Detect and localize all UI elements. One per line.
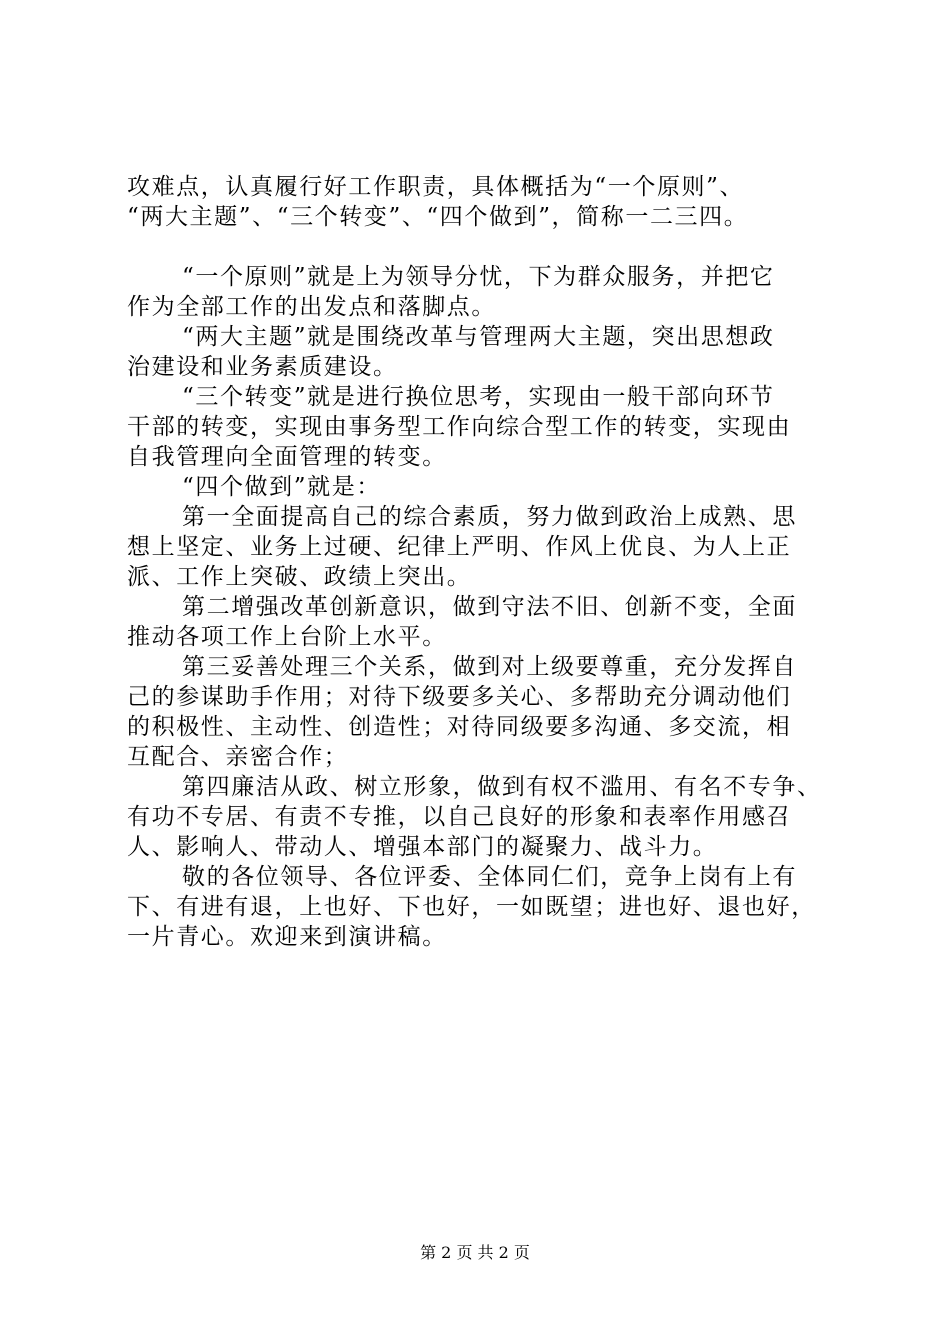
text-line: 一片青心。欢迎来到演讲稿。	[127, 924, 447, 950]
text-line: 互配合、亲密合作；	[127, 744, 349, 770]
text-line: 攻难点，认真履行好工作职责，具体概括为“一个原则”、	[127, 174, 745, 200]
text-line: 作为全部工作的出发点和落脚点。	[127, 294, 496, 320]
text-line: “一个原则”就是上为领导分忧，下为群众服务，并把它	[182, 264, 775, 290]
text-line: 派、工作上突破、政绩上突出。	[127, 564, 472, 590]
text-line: “三个转变”就是进行换位思考，实现由一般干部向环节	[182, 384, 775, 410]
text-line: 敬的各位领导、各位评委、全体同仁们，竞争上岗有上有	[182, 864, 797, 890]
page-number-label: 第 2 页 共 2 页	[420, 1243, 530, 1262]
text-line: 己的参谋助手作用；对待下级要多关心、多帮助充分调动他们	[127, 684, 792, 710]
text-line: “两大主题”、“三个转变”、“四个做到”，简称一二三四。	[127, 204, 749, 230]
text-line: 干部的转变，实现由事务型工作向综合型工作的转变，实现由	[127, 414, 792, 440]
text-line: 人、影响人、带动人、增强本部门的凝聚力、战斗力。	[127, 834, 718, 860]
text-line: 想上坚定、业务上过硬、纪律上严明、作风上优良、为人上正	[127, 534, 792, 560]
text-line: 第三妥善处理三个关系，做到对上级要尊重，充分发挥自	[182, 654, 797, 680]
text-line: “两大主题”就是围绕改革与管理两大主题，突出思想政	[182, 324, 775, 350]
text-line: 下、有进有退，上也好、下也好，一如既望；进也好、退也好，	[127, 894, 816, 920]
document-body	[127, 172, 847, 952]
text-line: 第一全面提高自己的综合素质，努力做到政治上成熟、思	[182, 504, 797, 530]
page-footer	[0, 1243, 950, 1263]
text-line: 治建设和业务素质建设。	[127, 354, 398, 380]
text-line: 的积极性、主动性、创造性；对待同级要多沟通、多交流，相	[127, 714, 792, 740]
text-line: 第二增强改革创新意识，做到守法不旧、创新不变，全面	[182, 594, 797, 620]
paragraph-gap	[127, 232, 847, 262]
text-line: 自我管理向全面管理的转变。	[127, 444, 447, 470]
text-line: “四个做到”就是：	[182, 474, 381, 500]
text-line: 推动各项工作上台阶上水平。	[127, 624, 447, 650]
text-line: 有功不专居、有责不专推，以自己良好的形象和表率作用感召	[127, 804, 792, 830]
text-line: 第四廉洁从政、树立形象，做到有权不滥用、有名不专争、	[182, 774, 822, 800]
